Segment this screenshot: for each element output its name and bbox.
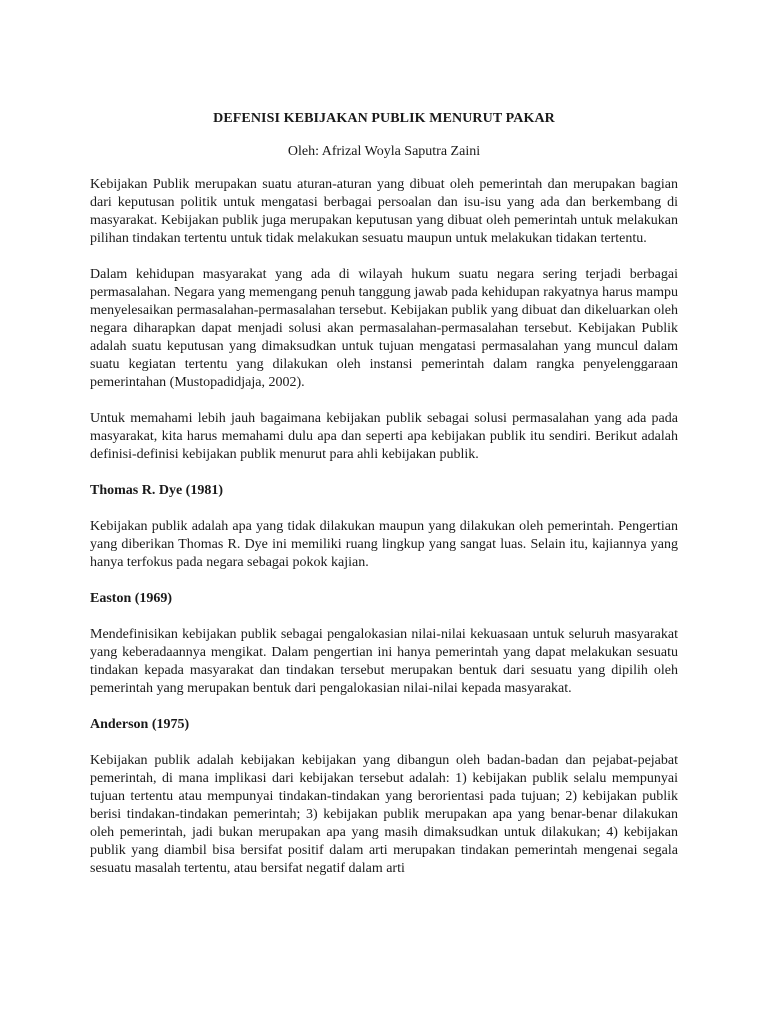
section-heading-dye: Thomas R. Dye (1981): [90, 483, 223, 498]
section-heading-easton: Easton (1969): [90, 591, 173, 606]
section-text-dye: Kebijakan publik adalah apa yang tidak dilakukan maupun yang dilakukan oleh pemerintah. Pengertian yang diberikan Thomas R. Dye ini memiliki ruang lingkup yang sangat luas. Selain itu, kajiannya yang hanya terfokus pada negara sebagai pokok kajian.: [90, 519, 678, 570]
section-text-anderson: Kebijakan publik adalah kebijakan kebijakan yang dibangun oleh badan-badan dan pejabat-pejabat pemerintah, di mana implikasi dari kebijakan tersebut adalah: 1) kebijakan publik selalu mempunyai tujuan tertentu atau mempunyai tindakan-tindakan yang berorientasi pada tujuan; 2) kebijakan publik berisi tindakan-tindakan pemerintah; 3) kebijakan publik merupakan apa yang benar-benar dilakukan oleh pemerintah, jadi bukan merupakan apa yang masih dimaksudkan untuk dilakukan; 4) kebijakan publik yang diambil bisa bersifat positif dalam arti merupakan tindakan pemerintah mengenai segala sesuatu masalah tertentu, atau bersifat negatif dalam arti: [90, 753, 678, 876]
document-author: Oleh: Afrizal Woyla Saputra Zaini: [287, 144, 481, 159]
intro-paragraph-2: Dalam kehidupan masyarakat yang ada di wilayah hukum suatu negara sering terjadi berbagai permasalahan. Negara yang memengang penuh tanggung jawab pada kehidupan rakyatnya harus mampu menyelesaikan permasalahan-permasalahan tersebut. Kebijakan publik yang dibuat dan dikeluarkan oleh negara diharapkan dapat menjadi solusi akan permasalahan-permasalahan tersebut. Kebijakan Publik adalah suatu keputusan yang dimaksudkan untuk tujuan mengatasi permasalahan yang muncul dalam suatu kegiatan tertentu yang dilakukan oleh instansi pemerintah dalam rangka penyelenggaraan pemerintahan (Mustopadidjaja, 2002).: [90, 267, 678, 390]
intro-paragraph-3: Untuk memahami lebih jauh bagaimana kebijakan publik sebagai solusi permasalahan yang ada pada masyarakat, kita harus memahami dulu apa dan seperti apa kebijakan publik itu sendiri. Berikut adalah definisi-definisi kebijakan publik menurut para ahli kebijakan publik.: [90, 411, 678, 462]
intro-paragraph-1: Kebijakan Publik merupakan suatu aturan-aturan yang dibuat oleh pemerintah dan merupakan bagian dari keputusan politik untuk mengatasi berbagai persoalan dan isu-isu yang ada dan berkembang di masyarakat. Kebijakan publik juga merupakan keputusan yang dibuat oleh pemerintah untuk melakukan pilihan tindakan tertentu untuk tidak melakukan sesuatu maupun untuk melakukan tidakan tertentu.: [90, 177, 678, 246]
section-heading-anderson: Anderson (1975): [90, 717, 190, 732]
document-title: DEFENISI KEBIJAKAN PUBLIK MENURUT PAKAR: [213, 111, 555, 126]
section-text-easton: Mendefinisikan kebijakan publik sebagai pengalokasian nilai-nilai kekuasaan untuk seluruh masyarakat yang keberadaannya mengikat. Dalam pengertian ini hanya pemerintah yang dapat melakukan sesuatu tindakan kepada masyarakat dan tindakan tersebut merupakan bentuk dari sesuatu yang dipilih oleh pemerintah yang merupakan bentuk dari pengalokasian nilai-nilai kepada masyarakat.: [90, 627, 678, 696]
document-page: [90, 110, 678, 896]
